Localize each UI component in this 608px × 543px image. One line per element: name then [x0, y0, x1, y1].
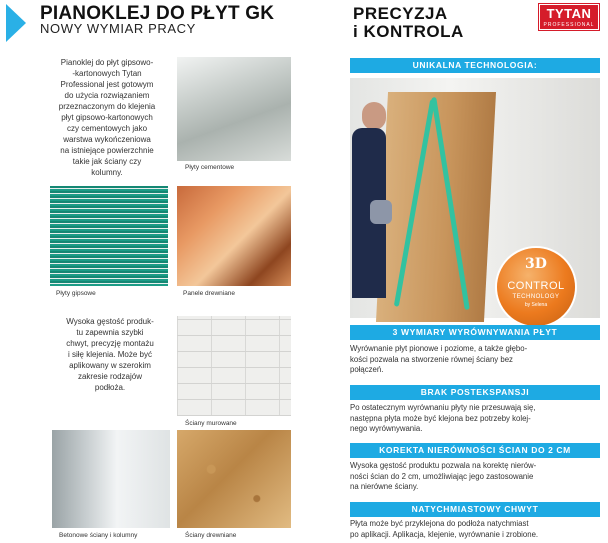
caption-brick: Ściany murowane — [185, 420, 237, 427]
density-paragraph: Wysoka gęstość produk- tu zapewnia szybki chwyt, precyzję montażu i siłę klejenia. Może być aplikowany w szerokim zakresie rodzajów podłoża. — [66, 317, 154, 392]
right-title — [353, 5, 464, 41]
worker-glove — [370, 200, 392, 224]
caption-wood-panels: Panele drewniane — [183, 290, 236, 297]
accent-arrow-icon — [6, 4, 26, 42]
feature-text: Po ostatecznym wyrównaniu płyty nie przesuwają się, następna płyta może być klejona bez potrzeby kolej- nego wyrównywania. — [350, 403, 536, 433]
intro-paragraph: Pianoklej do płyt gipsowo- -kartonowych Tytan Professional jest gotowym do użycia rozwiązaniem przeznaczonym do klejenia płyt gipsowo-kartonowych czy cementowych jako warstwa wykończeniowa na istniejące powierzchnie takie jak ściany czy kolumny. — [58, 58, 156, 177]
caption-cement: Płyty cementowe — [185, 164, 235, 171]
feature-heading: NATYCHMIASTOWY CHWYT — [350, 502, 600, 517]
concrete-walls-photo — [52, 430, 170, 528]
cement-boards-photo — [177, 57, 291, 161]
caption-gypsum: Płyty gipsowe — [56, 290, 96, 297]
feature-heading: BRAK POSTEKSPANSJI — [350, 385, 600, 400]
feature-text: Płyta może być przyklejona do podłoża natychmiast po aplikacji. Aplikacja, klejenie, wyrównanie i zrobione. — [350, 519, 539, 539]
wood-panels-photo — [177, 186, 291, 286]
3d-control-badge: 3D CONTROL TECHNOLOGY by Selena — [495, 246, 577, 328]
caption-wooden-walls: Ściany drewniane — [185, 532, 237, 539]
brick-wall-photo — [177, 316, 291, 416]
feature-text: Wysoka gęstość produktu pozwala na korektę nierów- ności ścian do 2 cm, umożliwiając jego zastosowanie na nierówne ściany. — [350, 461, 537, 491]
feature-heading: 3 WYMIARY WYRÓWNYWANIA PŁYT — [350, 325, 600, 340]
technology-bar: UNIKALNA TECHNOLOGIA: — [350, 58, 600, 73]
gypsum-boards-photo — [50, 186, 168, 286]
right-title-line2: i KONTROLA — [353, 22, 464, 41]
page-subtitle: NOWY WYMIAR PRACY — [40, 21, 196, 36]
feature-heading: KOREKTA NIERÓWNOŚCI ŚCIAN DO 2 CM — [350, 443, 600, 458]
page-title: PIANOKLEJ DO PŁYT GK — [40, 3, 275, 24]
tytan-logo: TYTAN PROFESSIONAL — [539, 4, 599, 30]
caption-concrete: Betonowe ściany i kolumny — [59, 532, 138, 539]
wooden-walls-photo — [177, 430, 291, 528]
feature-text: Wyrównanie płyt pionowe i poziome, a także głębo- kości pozwala na stworzenie równej ściany bez połączeń. — [350, 344, 528, 374]
right-title-line1: PRECYZJA — [353, 4, 448, 23]
worker-head — [362, 102, 386, 130]
